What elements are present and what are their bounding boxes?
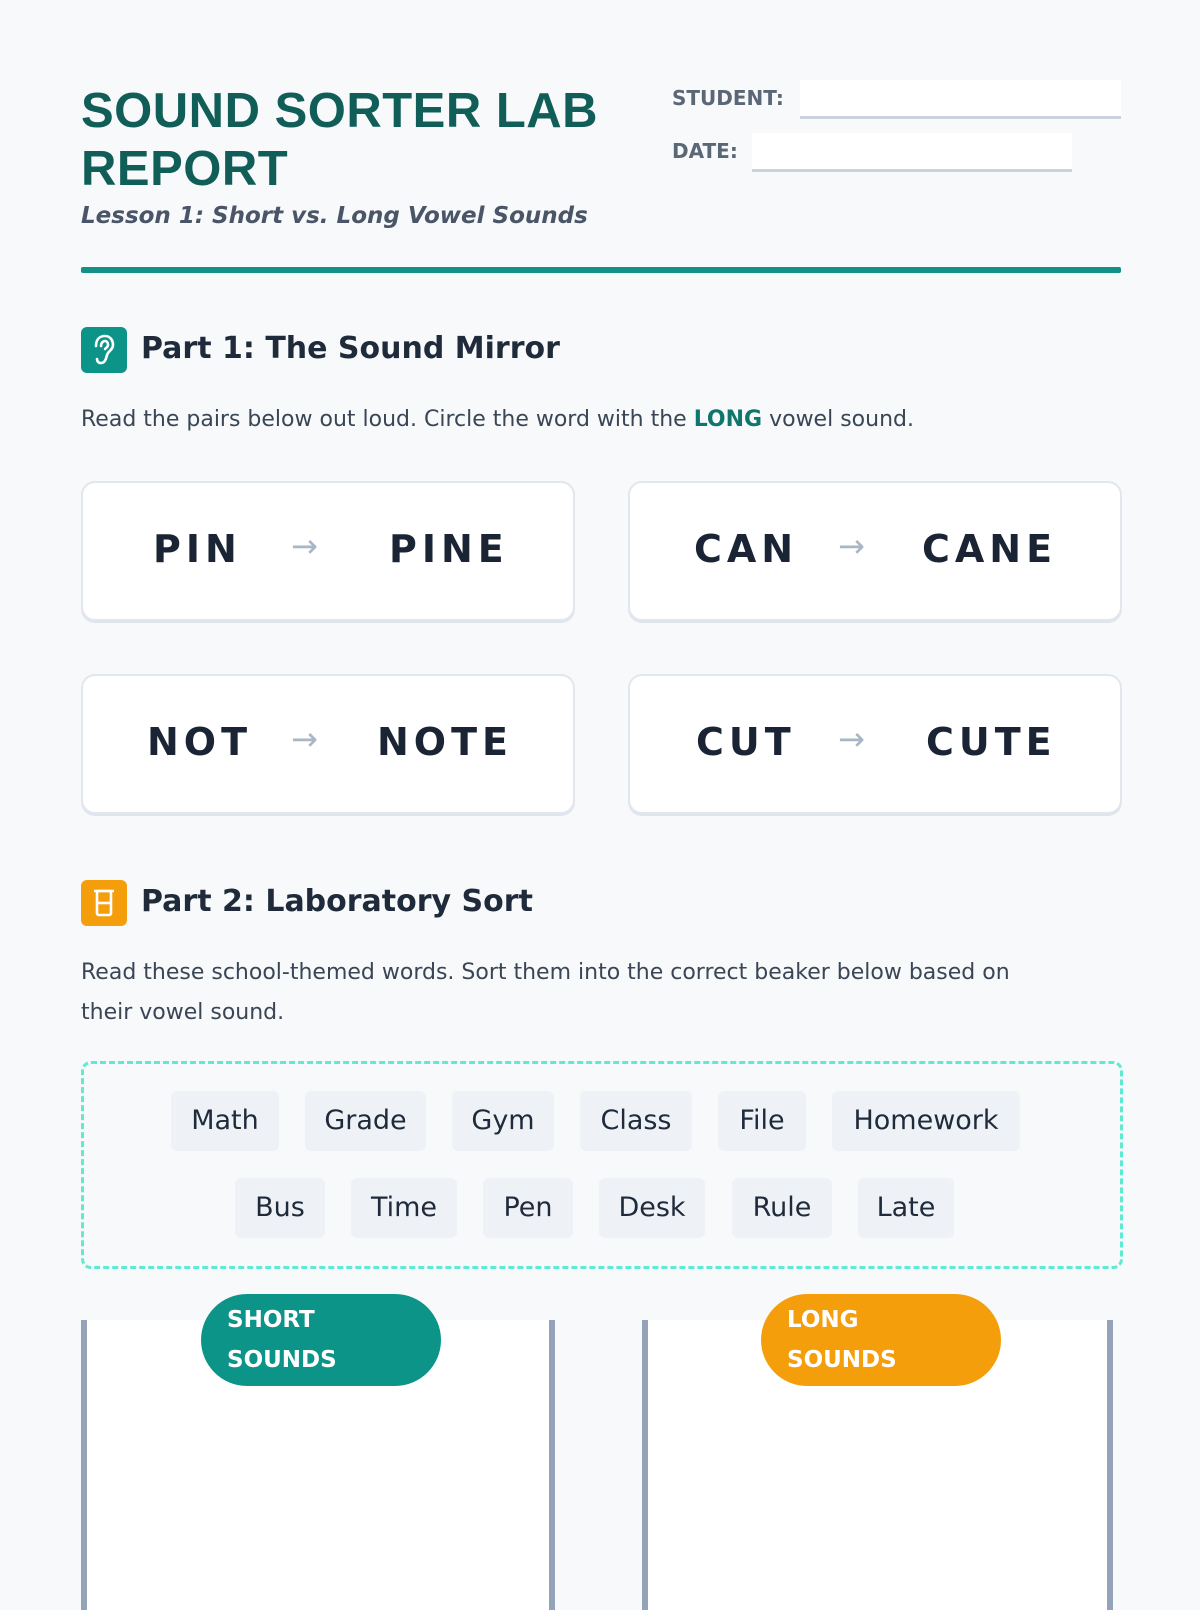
long-word[interactable]: CANE — [922, 527, 1058, 571]
long-highlight: LONG — [693, 407, 763, 432]
word-chip[interactable]: Pen — [483, 1178, 573, 1238]
part2-header — [81, 880, 681, 928]
word-chip[interactable]: Homework — [832, 1091, 1020, 1151]
short-word[interactable]: CUT — [696, 720, 796, 764]
instruction-text-2: vowel sound. — [762, 407, 914, 432]
header-divider — [81, 267, 1121, 273]
ear-icon — [81, 327, 127, 373]
word-pair-card — [628, 674, 1122, 814]
word-pair-card — [81, 481, 575, 621]
instruction-line-2: their vowel sound. — [81, 1000, 285, 1025]
arrow-icon: → — [291, 527, 318, 565]
date-field — [672, 139, 1072, 179]
worksheet-page — [81, 0, 1121, 1600]
page-title — [81, 82, 681, 198]
lesson-subtitle: Lesson 1: Short vs. Long Vowel Sounds — [81, 203, 588, 229]
long-word[interactable]: CUTE — [926, 720, 1057, 764]
part2-title: Part 2: Laboratory Sort — [141, 884, 533, 919]
short-label-line-2: SOUNDS — [227, 1347, 337, 1373]
part1-instruction — [81, 400, 914, 440]
student-input[interactable] — [800, 80, 1121, 119]
date-input[interactable] — [752, 133, 1072, 172]
word-chip[interactable]: Gym — [452, 1091, 554, 1151]
arrow-icon: → — [838, 527, 865, 565]
short-word[interactable]: PIN — [153, 527, 242, 571]
word-chip[interactable]: Desk — [599, 1178, 705, 1238]
long-sounds-label — [761, 1294, 1001, 1386]
short-sounds-label — [201, 1294, 441, 1386]
short-word[interactable]: CAN — [694, 527, 799, 571]
part2-instruction — [81, 953, 1010, 1033]
word-pair-card — [628, 481, 1122, 621]
word-chip[interactable]: Late — [858, 1178, 954, 1238]
student-field — [672, 86, 1121, 126]
long-word[interactable]: PINE — [389, 527, 509, 571]
word-chip[interactable]: Bus — [235, 1178, 325, 1238]
title-line-2: REPORT — [81, 142, 289, 196]
long-label-line-1: LONG — [787, 1307, 859, 1333]
arrow-icon: → — [838, 720, 865, 758]
long-word[interactable]: NOTE — [377, 720, 513, 764]
word-chip[interactable]: Time — [351, 1178, 457, 1238]
long-label-line-2: SOUNDS — [787, 1347, 897, 1373]
part1-title: Part 1: The Sound Mirror — [141, 331, 560, 366]
student-label: STUDENT: — [672, 86, 784, 110]
short-word[interactable]: NOT — [147, 720, 253, 764]
title-line-1: SOUND SORTER LAB — [81, 84, 599, 138]
beaker-icon — [81, 880, 127, 926]
word-bank — [81, 1061, 1123, 1269]
arrow-icon: → — [291, 720, 318, 758]
word-chip[interactable]: Grade — [305, 1091, 426, 1151]
short-label-line-1: SHORT — [227, 1307, 315, 1333]
word-pair-card — [81, 674, 575, 814]
instruction-text-1: Read the pairs below out loud. Circle the word with the — [81, 407, 694, 432]
word-chip[interactable]: Math — [171, 1091, 279, 1151]
word-chip[interactable]: Rule — [732, 1178, 832, 1238]
instruction-line-1: Read these school-themed words. Sort them into the correct beaker below based on — [81, 960, 1010, 985]
word-chip[interactable]: File — [718, 1091, 806, 1151]
date-label: DATE: — [672, 139, 738, 163]
part1-header — [81, 327, 681, 375]
word-chip[interactable]: Class — [580, 1091, 692, 1151]
